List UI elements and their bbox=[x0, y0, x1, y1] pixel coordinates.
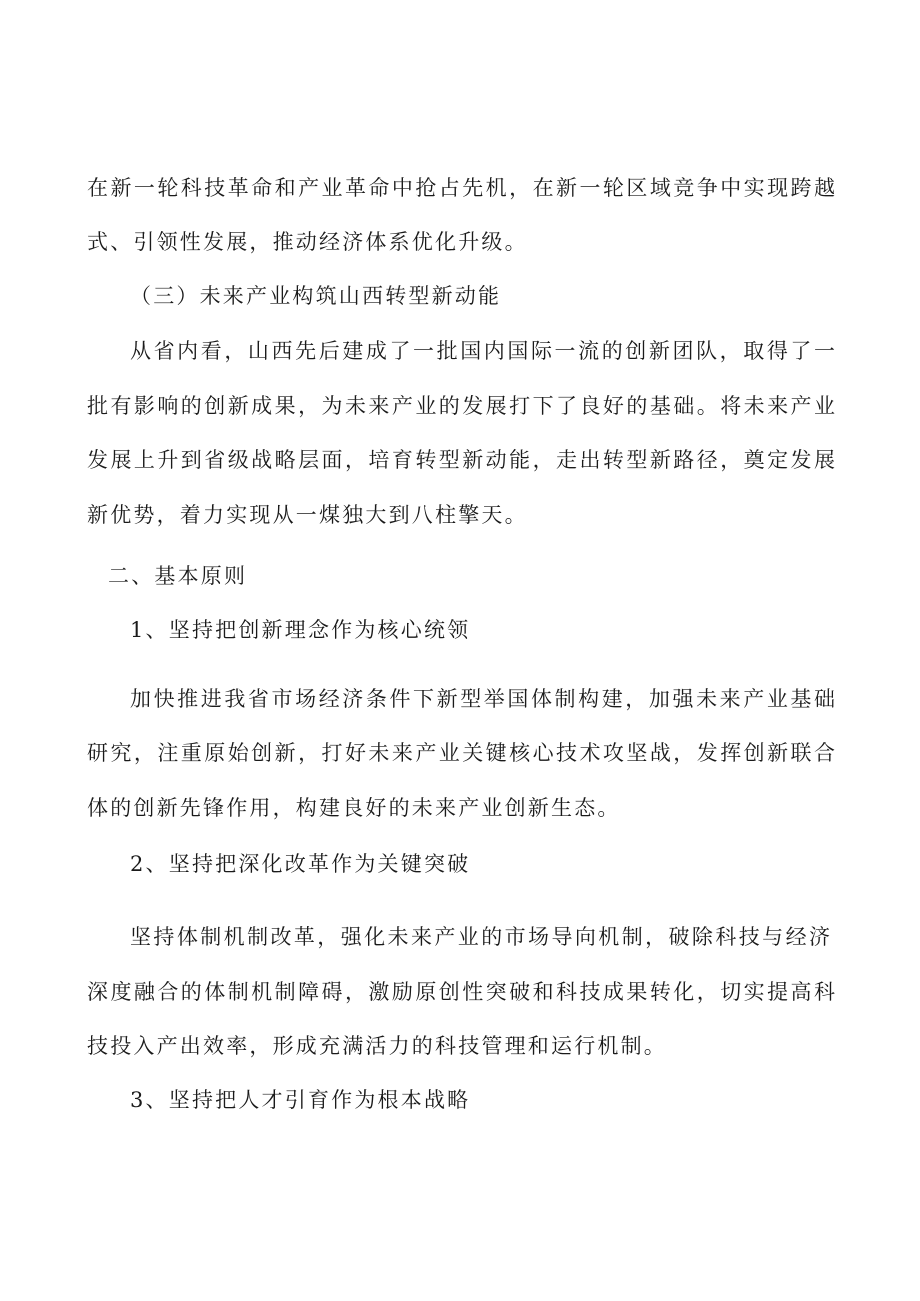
paragraph-line: 从省内看，山西先后建成了一批国内国际一流的创新团队，取得了一 bbox=[130, 339, 835, 363]
section-heading: 二、基本原则 bbox=[108, 564, 248, 588]
paragraph-line: 新优势，着力实现从一煤独大到八柱擎天。 bbox=[87, 503, 528, 527]
paragraph-line: 研究，注重原始创新，打好未来产业关键核心技术攻坚战，发挥创新联合 bbox=[87, 741, 835, 765]
principle-title: 2、坚持把深化改革作为关键突破 bbox=[130, 852, 471, 876]
paragraph-line: 在新一轮科技革命和产业革命中抢占先机，在新一轮区域竞争中实现跨越 bbox=[87, 176, 835, 200]
paragraph-line: 坚持体制机制改革，强化未来产业的市场导向机制，破除科技与经济 bbox=[130, 925, 830, 949]
paragraph-line: 深度融合的体制机制障碍，激励原创性突破和科技成果转化，切实提高科 bbox=[87, 980, 835, 1004]
principle-title: 3、坚持把人才引育作为根本战略 bbox=[130, 1088, 471, 1112]
paragraph-line: 批有影响的创新成果，为未来产业的发展打下了良好的基础。将未来产业 bbox=[87, 394, 835, 418]
principle-title: 1、坚持把创新理念作为核心统领 bbox=[130, 618, 471, 642]
subheading: （三）未来产业构筑山西转型新动能 bbox=[130, 284, 502, 308]
paragraph-line: 式、引领性发展，推动经济体系优化升级。 bbox=[87, 230, 528, 254]
paragraph-line: 体的创新先锋作用，构建良好的未来产业创新生态。 bbox=[87, 796, 621, 820]
paragraph-line: 发展上升到省级战略层面，培育转型新动能，走出转型新路径，奠定发展 bbox=[87, 448, 835, 472]
paragraph-line: 技投入产出效率，形成充满活力的科技管理和运行机制。 bbox=[87, 1034, 667, 1058]
paragraph-line: 加快推进我省市场经济条件下新型举国体制构建，加强未来产业基础 bbox=[130, 687, 835, 711]
